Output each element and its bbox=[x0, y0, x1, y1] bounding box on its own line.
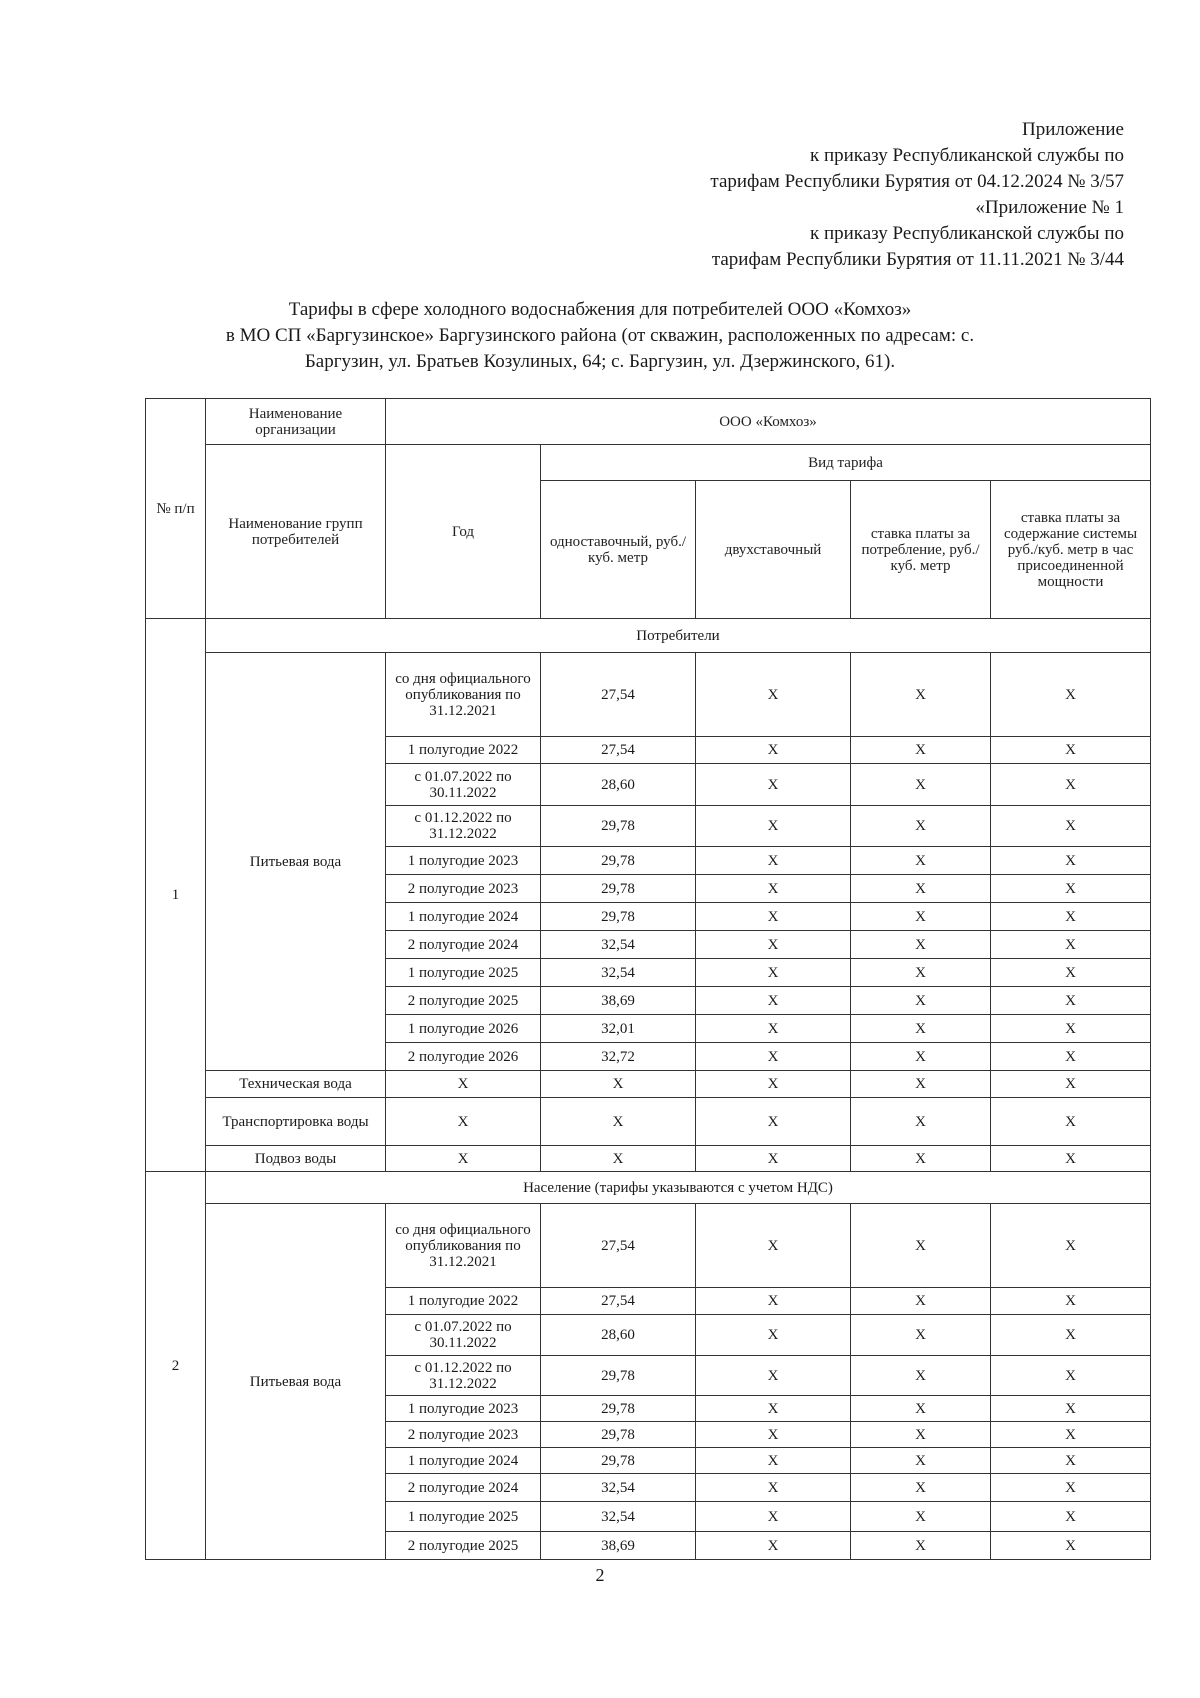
col-one-rate-header: одноставочный, руб./ куб. метр bbox=[541, 481, 696, 619]
consumption-cell: X bbox=[851, 903, 991, 931]
appendix-header bbox=[710, 117, 1124, 273]
two-rate-cell: X bbox=[696, 1502, 851, 1532]
consumption-cell: X bbox=[851, 653, 991, 737]
one-rate-cell: 32,54 bbox=[541, 1474, 696, 1502]
table-row bbox=[146, 1071, 1151, 1098]
capacity-cell: X bbox=[991, 1474, 1151, 1502]
one-rate-cell: 27,54 bbox=[541, 1288, 696, 1315]
header-line: к приказу Республиканской службы по bbox=[809, 223, 1124, 244]
capacity-cell: X bbox=[991, 1204, 1151, 1288]
tariff-table bbox=[145, 398, 1151, 1560]
consumption-cell: X bbox=[851, 1043, 991, 1071]
two-rate-cell: X bbox=[696, 764, 851, 806]
year-cell: 1 полугодие 2026 bbox=[386, 1015, 541, 1043]
capacity-cell: X bbox=[991, 1396, 1151, 1422]
one-rate-cell: 28,60 bbox=[541, 1315, 696, 1356]
capacity-cell: X bbox=[991, 1502, 1151, 1532]
one-rate-cell: 32,54 bbox=[541, 1502, 696, 1532]
col-capacity-header: ставка платы за содержание системы руб./куб. метр в час присоединенной мощности bbox=[991, 481, 1151, 619]
capacity-cell: X bbox=[991, 1532, 1151, 1560]
year-cell: 1 полугодие 2022 bbox=[386, 737, 541, 764]
capacity-cell: X bbox=[991, 1043, 1151, 1071]
capacity-cell: X bbox=[991, 875, 1151, 903]
capacity-cell: X bbox=[991, 1098, 1151, 1146]
year-cell: 2 полугодие 2023 bbox=[386, 875, 541, 903]
one-rate-cell: X bbox=[541, 1146, 696, 1172]
consumption-cell: X bbox=[851, 1474, 991, 1502]
header-line: тарифам Республики Бурятия от 11.11.2021 № 3/44 bbox=[711, 249, 1124, 270]
year-cell: 1 полугодие 2025 bbox=[386, 1502, 541, 1532]
two-rate-cell: X bbox=[696, 1448, 851, 1474]
table-row bbox=[146, 1204, 1151, 1288]
capacity-cell: X bbox=[991, 806, 1151, 847]
page-number: 2 bbox=[595, 1565, 605, 1585]
two-rate-cell: X bbox=[696, 1288, 851, 1315]
two-rate-cell: X bbox=[696, 1098, 851, 1146]
table-row bbox=[146, 1146, 1151, 1172]
consumption-cell: X bbox=[851, 987, 991, 1015]
one-rate-cell: 29,78 bbox=[541, 1448, 696, 1474]
consumption-cell: X bbox=[851, 1396, 991, 1422]
title-line: Баргузин, ул. Братьев Козулиных, 64; с. Баргузин, ул. Дзержинского, 61). bbox=[304, 351, 896, 372]
consumption-cell: X bbox=[851, 931, 991, 959]
two-rate-cell: X bbox=[696, 737, 851, 764]
table-row bbox=[146, 653, 1151, 737]
one-rate-cell: 38,69 bbox=[541, 987, 696, 1015]
consumption-cell: X bbox=[851, 1204, 991, 1288]
year-cell: 1 полугодие 2023 bbox=[386, 1396, 541, 1422]
year-cell: 1 полугодие 2023 bbox=[386, 847, 541, 875]
capacity-cell: X bbox=[991, 653, 1151, 737]
one-rate-cell: 32,72 bbox=[541, 1043, 696, 1071]
header-line: «Приложение № 1 bbox=[975, 197, 1124, 218]
year-cell: 2 полугодие 2025 bbox=[386, 987, 541, 1015]
group-drinking-water: Питьевая вода bbox=[206, 653, 386, 1071]
two-rate-cell: X bbox=[696, 1146, 851, 1172]
table-header bbox=[146, 399, 1151, 619]
one-rate-cell: 29,78 bbox=[541, 1356, 696, 1396]
two-rate-cell: X bbox=[696, 653, 851, 737]
capacity-cell: X bbox=[991, 737, 1151, 764]
year-cell: с 01.07.2022 по 30.11.2022 bbox=[386, 1315, 541, 1356]
consumption-cell: X bbox=[851, 847, 991, 875]
col-two-rate-header: двухставочный bbox=[696, 481, 851, 619]
year-cell: с 01.07.2022 по 30.11.2022 bbox=[386, 764, 541, 806]
year-cell: 1 полугодие 2024 bbox=[386, 903, 541, 931]
one-rate-cell: X bbox=[541, 1098, 696, 1146]
tariff-type-header: Вид тарифа bbox=[541, 445, 1151, 481]
col-num-header: № п/п bbox=[146, 399, 206, 619]
capacity-cell: X bbox=[991, 1422, 1151, 1448]
year-cell: 2 полугодие 2026 bbox=[386, 1043, 541, 1071]
two-rate-cell: X bbox=[696, 1474, 851, 1502]
group-water-delivery: Подвоз воды bbox=[206, 1146, 386, 1172]
consumption-cell: X bbox=[851, 737, 991, 764]
consumption-cell: X bbox=[851, 1448, 991, 1474]
year-cell: с 01.12.2022 по 31.12.2022 bbox=[386, 806, 541, 847]
consumption-cell: X bbox=[851, 959, 991, 987]
consumption-cell: X bbox=[851, 1315, 991, 1356]
section-number: 1 bbox=[146, 619, 206, 1172]
two-rate-cell: X bbox=[696, 1071, 851, 1098]
section-consumers bbox=[146, 619, 1151, 1172]
table-row bbox=[146, 1098, 1151, 1146]
year-cell: 2 полугодие 2024 bbox=[386, 1474, 541, 1502]
two-rate-cell: X bbox=[696, 931, 851, 959]
capacity-cell: X bbox=[991, 959, 1151, 987]
year-cell: с 01.12.2022 по 31.12.2022 bbox=[386, 1356, 541, 1396]
header-line: тарифам Республики Бурятия от 04.12.2024 № 3/57 bbox=[710, 171, 1124, 192]
capacity-cell: X bbox=[991, 1015, 1151, 1043]
capacity-cell: X bbox=[991, 1146, 1151, 1172]
two-rate-cell: X bbox=[696, 1015, 851, 1043]
two-rate-cell: X bbox=[696, 1204, 851, 1288]
year-cell: X bbox=[386, 1098, 541, 1146]
year-cell: 1 полугодие 2024 bbox=[386, 1448, 541, 1474]
two-rate-cell: X bbox=[696, 1356, 851, 1396]
one-rate-cell: 29,78 bbox=[541, 903, 696, 931]
consumption-cell: X bbox=[851, 1098, 991, 1146]
col-year-header: Год bbox=[386, 445, 541, 619]
year-cell: 2 полугодие 2023 bbox=[386, 1422, 541, 1448]
consumption-cell: X bbox=[851, 1532, 991, 1560]
year-cell: X bbox=[386, 1071, 541, 1098]
two-rate-cell: X bbox=[696, 806, 851, 847]
document-title bbox=[150, 297, 1050, 375]
col-consumption-header: ставка платы за потребление, руб./ куб. метр bbox=[851, 481, 991, 619]
year-cell: 1 полугодие 2025 bbox=[386, 959, 541, 987]
two-rate-cell: X bbox=[696, 1532, 851, 1560]
two-rate-cell: X bbox=[696, 847, 851, 875]
consumption-cell: X bbox=[851, 1356, 991, 1396]
one-rate-cell: 38,69 bbox=[541, 1532, 696, 1560]
capacity-cell: X bbox=[991, 1071, 1151, 1098]
year-cell: со дня официального опубликования по 31.12.2021 bbox=[386, 653, 541, 737]
one-rate-cell: 32,01 bbox=[541, 1015, 696, 1043]
section-label: Население (тарифы указываются с учетом НДС) bbox=[206, 1172, 1151, 1204]
two-rate-cell: X bbox=[696, 875, 851, 903]
capacity-cell: X bbox=[991, 903, 1151, 931]
year-cell: со дня официального опубликования по 31.12.2021 bbox=[386, 1204, 541, 1288]
one-rate-cell: X bbox=[541, 1071, 696, 1098]
consumption-cell: X bbox=[851, 764, 991, 806]
section-label: Потребители bbox=[206, 619, 1151, 653]
year-cell: X bbox=[386, 1146, 541, 1172]
consumption-cell: X bbox=[851, 1071, 991, 1098]
two-rate-cell: X bbox=[696, 959, 851, 987]
consumption-cell: X bbox=[851, 806, 991, 847]
two-rate-cell: X bbox=[696, 987, 851, 1015]
title-line: в МО СП «Баргузинское» Баргузинского района (от скважин, расположенных по адресам: с. bbox=[225, 325, 975, 346]
title-line: Тарифы в сфере холодного водоснабжения для потребителей ООО «Комхоз» bbox=[288, 299, 912, 320]
consumption-cell: X bbox=[851, 1015, 991, 1043]
two-rate-cell: X bbox=[696, 1043, 851, 1071]
one-rate-cell: 29,78 bbox=[541, 847, 696, 875]
consumption-cell: X bbox=[851, 1146, 991, 1172]
one-rate-cell: 32,54 bbox=[541, 959, 696, 987]
one-rate-cell: 32,54 bbox=[541, 931, 696, 959]
consumption-cell: X bbox=[851, 1502, 991, 1532]
capacity-cell: X bbox=[991, 987, 1151, 1015]
group-water-transport: Транспортировка воды bbox=[206, 1098, 386, 1146]
one-rate-cell: 29,78 bbox=[541, 875, 696, 903]
capacity-cell: X bbox=[991, 1315, 1151, 1356]
capacity-cell: X bbox=[991, 847, 1151, 875]
one-rate-cell: 29,78 bbox=[541, 1422, 696, 1448]
capacity-cell: X bbox=[991, 1288, 1151, 1315]
section-number: 2 bbox=[146, 1172, 206, 1560]
header-line: к приказу Республиканской службы по bbox=[809, 145, 1124, 166]
group-drinking-water: Питьевая вода bbox=[206, 1204, 386, 1560]
two-rate-cell: X bbox=[696, 903, 851, 931]
year-cell: 1 полугодие 2022 bbox=[386, 1288, 541, 1315]
year-cell: 2 полугодие 2024 bbox=[386, 931, 541, 959]
capacity-cell: X bbox=[991, 1448, 1151, 1474]
one-rate-cell: 28,60 bbox=[541, 764, 696, 806]
col-groups-header: Наименование групп потребителей bbox=[206, 445, 386, 619]
capacity-cell: X bbox=[991, 764, 1151, 806]
one-rate-cell: 27,54 bbox=[541, 737, 696, 764]
consumption-cell: X bbox=[851, 875, 991, 903]
group-technical-water: Техническая вода bbox=[206, 1071, 386, 1098]
one-rate-cell: 27,54 bbox=[541, 1204, 696, 1288]
two-rate-cell: X bbox=[696, 1422, 851, 1448]
section-population bbox=[146, 1172, 1151, 1560]
capacity-cell: X bbox=[991, 931, 1151, 959]
one-rate-cell: 27,54 bbox=[541, 653, 696, 737]
consumption-cell: X bbox=[851, 1288, 991, 1315]
one-rate-cell: 29,78 bbox=[541, 1396, 696, 1422]
header-line: Приложение bbox=[1022, 119, 1124, 140]
consumption-cell: X bbox=[851, 1422, 991, 1448]
one-rate-cell: 29,78 bbox=[541, 806, 696, 847]
two-rate-cell: X bbox=[696, 1396, 851, 1422]
capacity-cell: X bbox=[991, 1356, 1151, 1396]
two-rate-cell: X bbox=[696, 1315, 851, 1356]
col-org-header: Наименование организации bbox=[206, 399, 386, 445]
year-cell: 2 полугодие 2025 bbox=[386, 1532, 541, 1560]
org-name: ООО «Комхоз» bbox=[386, 399, 1151, 445]
